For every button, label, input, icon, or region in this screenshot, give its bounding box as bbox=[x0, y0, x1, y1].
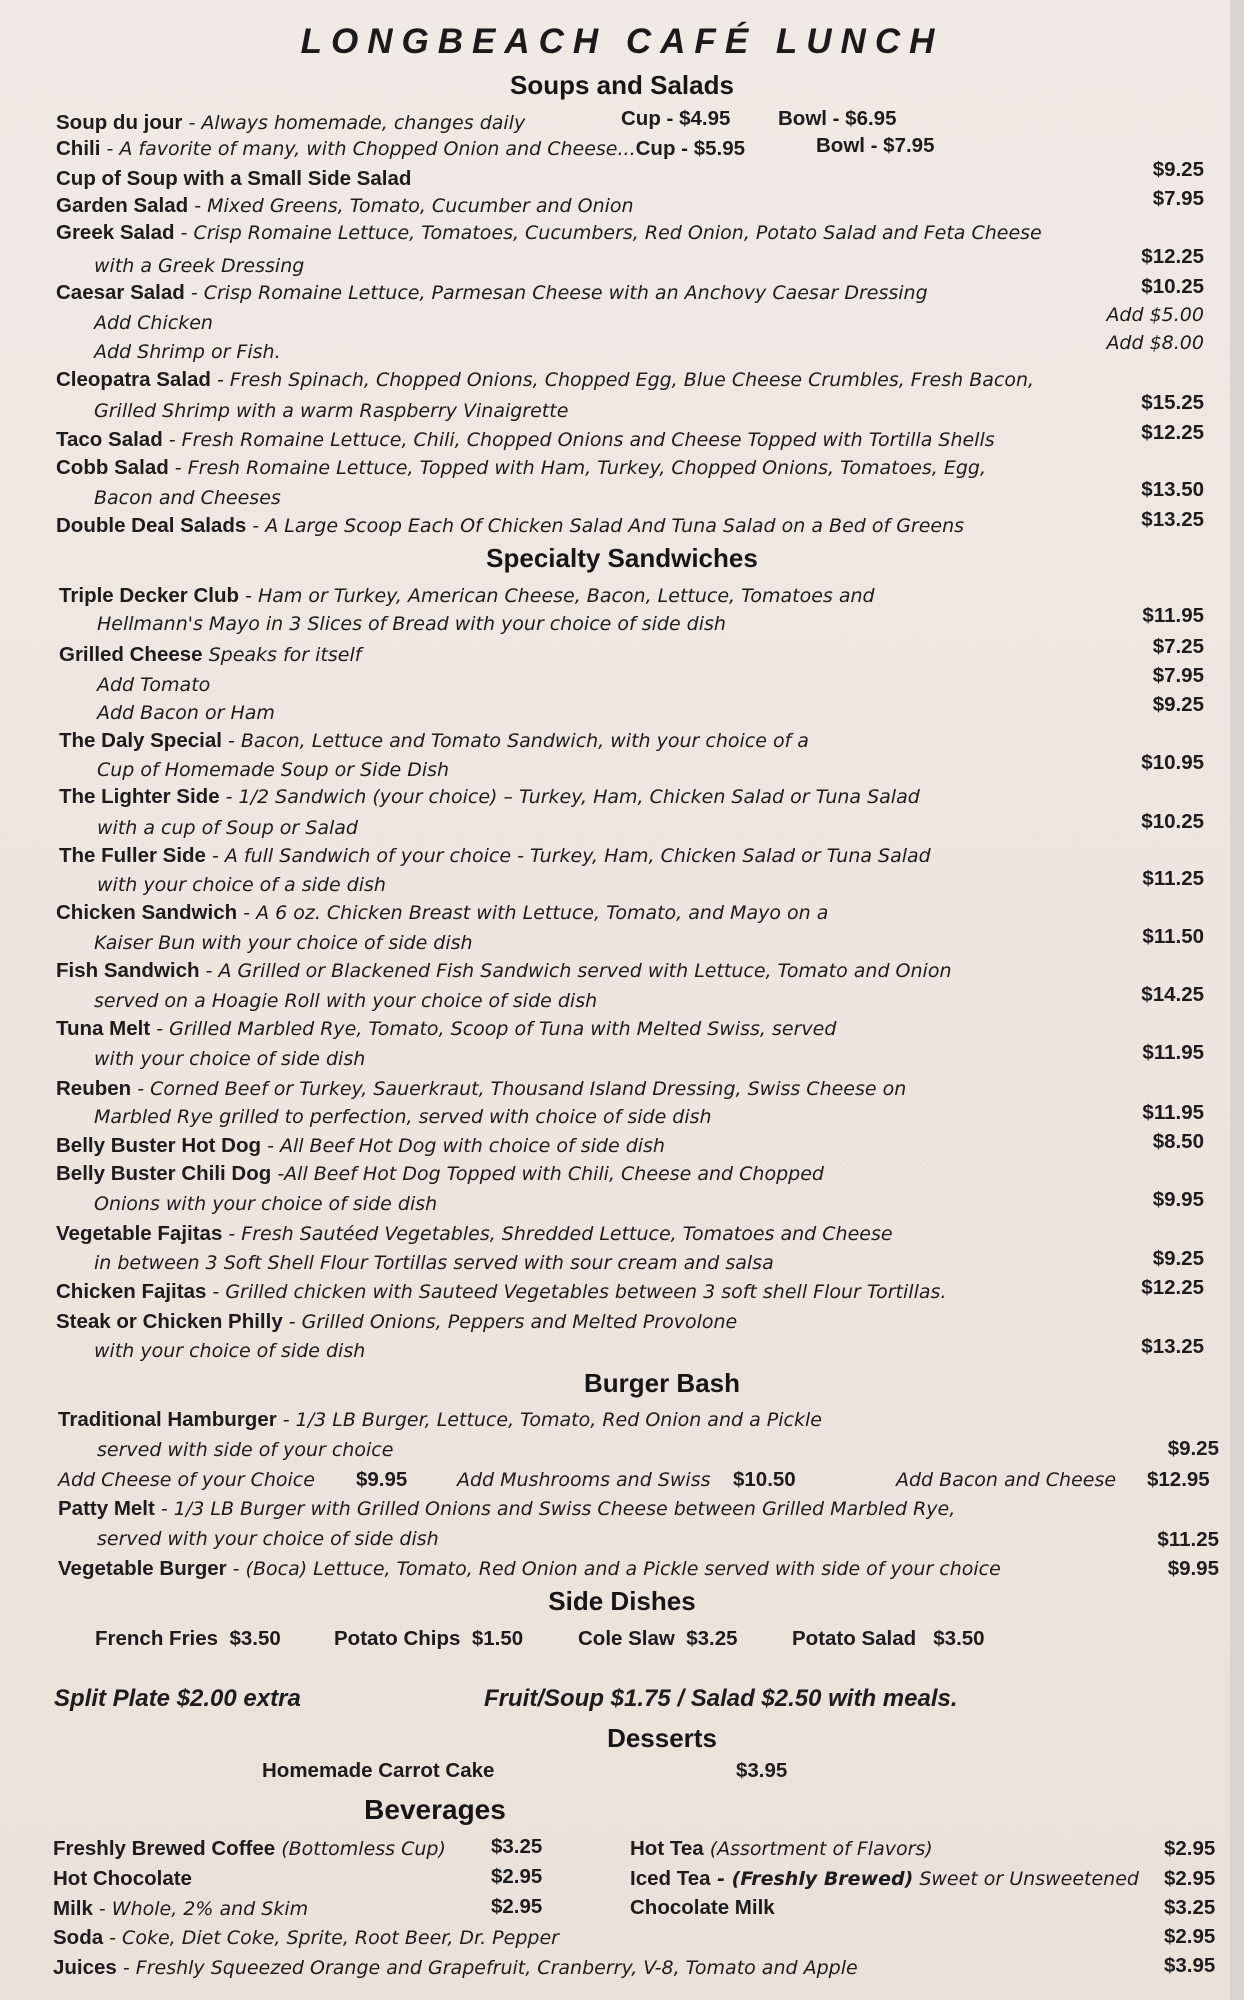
item-desc: with your choice of a side dish bbox=[97, 874, 386, 896]
item-desc: - Whole, 2% and Skim bbox=[92, 1898, 309, 1920]
addon-shrimp-fish bbox=[94, 339, 281, 365]
item-desc: - 1/3 LB Burger, Lettuce, Tomato, Red Onion and a Pickle bbox=[276, 1409, 822, 1431]
bev-chocolate-milk-price: $3.25 bbox=[1164, 1896, 1216, 1919]
menu-item-cleopatra-salad bbox=[56, 367, 1034, 393]
item-desc: - Fresh Sautéed Vegetables, Shredded Lettuce, Tomatoes and Cheese bbox=[222, 1223, 893, 1245]
item-name: Traditional Hamburger bbox=[58, 1408, 277, 1431]
item-desc: - A 6 oz. Chicken Breast with Lettuce, Tomato, and Mayo on a bbox=[237, 902, 829, 924]
menu-item-vegetable-burger bbox=[58, 1556, 1001, 1582]
menu-item-chicken-sandwich bbox=[56, 900, 828, 926]
item-desc-cont bbox=[97, 872, 386, 898]
item-desc: Add Chicken bbox=[94, 312, 213, 334]
item-desc: -All Beef Hot Dog Topped with Chili, Cheese and Chopped bbox=[271, 1163, 824, 1185]
menu-item-caesar-salad bbox=[56, 280, 928, 306]
item-price: $11.50 bbox=[1142, 925, 1204, 948]
item-desc: with your choice of side dish bbox=[94, 1048, 366, 1070]
bev-juices bbox=[53, 1955, 858, 1981]
chili-bowl-price: Bowl - $7.95 bbox=[816, 134, 935, 157]
item-name: Triple Decker Club bbox=[59, 584, 240, 607]
item-desc: - All Beef Hot Dog with choice of side dish bbox=[261, 1135, 665, 1157]
item-desc-cont bbox=[94, 1191, 437, 1217]
item-desc: Bacon and Cheeses bbox=[94, 487, 281, 509]
bev-hot-chocolate: Hot Chocolate bbox=[53, 1867, 192, 1890]
section-specialty-sandwiches: Specialty Sandwiches bbox=[486, 543, 758, 573]
bev-iced-tea-price: $2.95 bbox=[1164, 1867, 1216, 1890]
bev-milk-price: $2.95 bbox=[491, 1895, 543, 1918]
item-desc: - Fresh Romaine Lettuce, Chili, Chopped Onions and Cheese Topped with Tortilla Shells bbox=[162, 429, 995, 451]
item-name: Fish Sandwich bbox=[56, 959, 200, 982]
item-price: $9.25 bbox=[1152, 693, 1204, 716]
item-name: Juices bbox=[53, 1956, 117, 1979]
item-desc: Marbled Rye grilled to perfection, served with choice of side dish bbox=[94, 1106, 712, 1128]
item-desc-cont bbox=[94, 988, 597, 1014]
item-name: Milk bbox=[53, 1897, 93, 1920]
menu-item-soup-du-jour bbox=[56, 110, 525, 136]
item-desc: Onions with your choice of side dish bbox=[94, 1193, 438, 1215]
section-beverages: Beverages bbox=[364, 1794, 506, 1825]
item-desc: served with side of your choice bbox=[97, 1439, 394, 1461]
dessert-carrot-cake-price: $3.95 bbox=[736, 1759, 788, 1782]
page-edge bbox=[1230, 0, 1244, 2000]
addon-bacon-cheese: Add Bacon and Cheese bbox=[896, 1469, 1117, 1491]
item-desc-cont bbox=[97, 757, 449, 783]
bev-milk bbox=[53, 1896, 308, 1922]
item-name: Steak or Chicken Philly bbox=[56, 1310, 283, 1333]
menu-item-chicken-fajitas bbox=[56, 1279, 946, 1305]
menu-item-belly-buster-chili-dog bbox=[56, 1161, 824, 1187]
item-name: Chicken Sandwich bbox=[56, 901, 238, 924]
item-price: $8.50 bbox=[1152, 1130, 1204, 1153]
item-desc-cont bbox=[94, 930, 473, 956]
menu-item-steak-chicken-philly bbox=[56, 1309, 737, 1335]
item-desc: - Always homemade, changes daily bbox=[182, 112, 526, 134]
item-desc-cont bbox=[97, 815, 358, 841]
item-desc: Add Tomato bbox=[97, 674, 211, 696]
item-name: Chili bbox=[56, 137, 101, 160]
item-name: Tuna Melt bbox=[56, 1017, 151, 1040]
side-french-fries bbox=[95, 1626, 281, 1652]
item-desc: - Freshly Squeezed Orange and Grapefruit, Cranberry, V-8, Tomato and Apple bbox=[116, 1957, 858, 1979]
item-price: $7.25 bbox=[1152, 635, 1204, 658]
item-name: Belly Buster Chili Dog bbox=[56, 1162, 272, 1185]
side-potato-chips bbox=[334, 1626, 523, 1652]
item-desc-cont bbox=[97, 611, 726, 637]
item-desc: - A favorite of many, with Chopped Onion and Cheese... bbox=[100, 138, 636, 160]
menu-item-daly-special bbox=[59, 728, 809, 754]
meals-extras-note: Fruit/Soup $1.75 / Salad $2.50 with meals. bbox=[484, 1685, 958, 1712]
item-price: $13.50 bbox=[1141, 478, 1204, 501]
item-name: Cobb Salad bbox=[56, 456, 169, 479]
menu-item-lighter-side bbox=[59, 784, 920, 810]
soup-bowl-price: Bowl - $6.95 bbox=[778, 107, 897, 130]
item-name: Freshly Brewed Coffee bbox=[53, 1837, 276, 1860]
side-price: $1.50 bbox=[471, 1627, 524, 1650]
side-name: French Fries bbox=[95, 1627, 219, 1650]
split-plate-note: Split Plate $2.00 extra bbox=[54, 1685, 301, 1712]
menu-item-garden-salad bbox=[56, 193, 634, 219]
addon-tomato bbox=[97, 672, 210, 698]
menu-item-greek-salad bbox=[56, 220, 1042, 246]
item-desc: Cup of Homemade Soup or Side Dish bbox=[97, 759, 450, 781]
item-desc-cont bbox=[94, 1250, 774, 1276]
addon-cheese-price: $9.95 bbox=[356, 1468, 408, 1491]
section-soups-salads: Soups and Salads bbox=[510, 70, 734, 100]
item-desc: - A Grilled or Blackened Fish Sandwich served with Lettuce, Tomato and Onion bbox=[199, 960, 952, 982]
item-desc: served with your choice of side dish bbox=[97, 1528, 439, 1550]
item-desc: - Ham or Turkey, American Cheese, Bacon, Lettuce, Tomatoes and bbox=[239, 585, 875, 607]
item-desc: Kaiser Bun with your choice of side dish bbox=[94, 932, 473, 954]
item-name: Caesar Salad bbox=[56, 281, 185, 304]
addon-chicken bbox=[94, 310, 213, 336]
item-desc: - Fresh Romaine Lettuce, Topped with Ham, Turkey, Chopped Onions, Tomatoes, Egg, bbox=[168, 457, 987, 479]
item-price: $7.95 bbox=[1152, 664, 1204, 687]
side-name: Potato Chips bbox=[334, 1627, 461, 1650]
item-price: $12.25 bbox=[1141, 245, 1204, 268]
item-desc: Grilled Shrimp with a warm Raspberry Vinaigrette bbox=[94, 400, 569, 422]
item-desc-cont bbox=[94, 485, 281, 511]
item-price: $11.25 bbox=[1142, 867, 1204, 890]
side-cole-slaw bbox=[578, 1626, 738, 1652]
menu-item-fish-sandwich bbox=[56, 958, 952, 984]
item-desc: Add Bacon or Ham bbox=[97, 702, 275, 724]
bev-juices-price: $3.95 bbox=[1164, 1954, 1216, 1977]
item-desc: with a cup of Soup or Salad bbox=[97, 817, 358, 839]
item-name: Belly Buster Hot Dog bbox=[56, 1134, 262, 1157]
menu-item-cobb-salad bbox=[56, 455, 986, 481]
item-desc: - Mixed Greens, Tomato, Cucumber and Onion bbox=[188, 195, 634, 217]
item-name: Vegetable Burger bbox=[58, 1557, 227, 1580]
item-desc: with your choice of side dish bbox=[94, 1340, 366, 1362]
item-name: Iced Tea bbox=[630, 1867, 711, 1890]
addon-mushrooms-swiss: Add Mushrooms and Swiss bbox=[457, 1469, 711, 1491]
menu-item-chili bbox=[56, 136, 745, 162]
item-desc: Add Shrimp or Fish. bbox=[94, 341, 281, 363]
menu-item-vegetable-fajitas bbox=[56, 1221, 893, 1247]
menu-item-taco-salad bbox=[56, 427, 995, 453]
item-desc: Speaks for itself bbox=[202, 644, 362, 666]
item-name: Hot Tea bbox=[630, 1837, 704, 1860]
item-price: Add $8.00 bbox=[1106, 332, 1204, 354]
menu-item-double-deal-salads bbox=[56, 513, 964, 539]
side-name: Potato Salad bbox=[792, 1627, 917, 1650]
item-price: $11.95 bbox=[1142, 1101, 1204, 1124]
bev-hot-tea-price: $2.95 bbox=[1164, 1837, 1216, 1860]
item-name: Garden Salad bbox=[56, 194, 189, 217]
item-desc-cont bbox=[94, 398, 568, 424]
side-price: $3.25 bbox=[686, 1627, 738, 1650]
section-side-dishes: Side Dishes bbox=[548, 1586, 696, 1616]
item-desc: - Fresh Spinach, Chopped Onions, Chopped Egg, Blue Cheese Crumbles, Fresh Bacon, bbox=[210, 369, 1035, 391]
bev-hot-tea bbox=[630, 1836, 933, 1862]
section-desserts: Desserts bbox=[607, 1723, 717, 1753]
addon-mushrooms-swiss-price: $10.50 bbox=[733, 1468, 796, 1491]
item-price: $9.25 bbox=[1152, 158, 1204, 181]
bev-coffee bbox=[53, 1836, 446, 1862]
item-price: $12.25 bbox=[1141, 1276, 1204, 1299]
item-price: $10.25 bbox=[1141, 810, 1204, 833]
menu-item-patty-melt bbox=[58, 1496, 955, 1522]
item-name: Double Deal Salads bbox=[56, 514, 247, 537]
item-desc-cont bbox=[94, 253, 304, 279]
item-desc: - Grilled chicken with Sauteed Vegetables between 3 soft shell Flour Tortillas. bbox=[206, 1281, 947, 1303]
item-name: Patty Melt bbox=[58, 1497, 155, 1520]
item-desc: - Crisp Romaine Lettuce, Parmesan Cheese with an Anchovy Caesar Dressing bbox=[184, 282, 928, 304]
side-price: $3.50 bbox=[933, 1627, 985, 1650]
item-desc: - (Boca) Lettuce, Tomato, Red Onion and a Pickle served with side of your choice bbox=[226, 1558, 1001, 1580]
section-burger-bash: Burger Bash bbox=[583, 1368, 741, 1398]
item-name: Cleopatra Salad bbox=[56, 368, 211, 391]
bev-hot-chocolate-price: $2.95 bbox=[491, 1865, 543, 1888]
menu-title: LONGBEACH CAFÉ LUNCH bbox=[300, 22, 944, 61]
item-desc: - 1/3 LB Burger with Grilled Onions and Swiss Cheese between Grilled Marbled Rye, bbox=[154, 1498, 956, 1520]
bev-chocolate-milk: Chocolate Milk bbox=[630, 1896, 775, 1919]
item-desc: - A Large Scoop Each Of Chicken Salad And Tuna Salad on a Bed of Greens bbox=[246, 515, 965, 537]
bev-soda-price: $2.95 bbox=[1164, 1925, 1216, 1948]
menu-item-belly-buster-hot-dog bbox=[56, 1133, 665, 1159]
addon-cheese: Add Cheese of your Choice bbox=[58, 1469, 315, 1491]
bev-soda bbox=[53, 1925, 559, 1951]
menu-item-tuna-melt bbox=[56, 1016, 836, 1042]
item-desc: (Bottomless Cup) bbox=[275, 1838, 446, 1860]
item-desc-cont bbox=[94, 1104, 712, 1130]
soup-cup-price: Cup - $4.95 bbox=[621, 107, 731, 130]
item-price: $11.25 bbox=[1157, 1528, 1219, 1551]
menu-item-grilled-cheese bbox=[59, 642, 361, 668]
item-desc: with a Greek Dressing bbox=[94, 255, 305, 277]
chili-cup-price: Cup - $5.95 bbox=[635, 137, 745, 160]
addon-bacon-ham bbox=[97, 700, 275, 726]
menu-item-fuller-side bbox=[59, 843, 931, 869]
item-price: $10.95 bbox=[1141, 751, 1204, 774]
item-name: Vegetable Fajitas bbox=[56, 1222, 223, 1245]
item-price: $11.95 bbox=[1142, 1041, 1204, 1064]
item-desc: - Bacon, Lettuce and Tomato Sandwich, with your choice of a bbox=[221, 730, 809, 752]
menu-item-soup-salad-combo bbox=[56, 166, 411, 192]
item-desc: - Crisp Romaine Lettuce, Tomatoes, Cucumbers, Red Onion, Potato Salad and Feta Cheese bbox=[174, 222, 1042, 244]
dessert-carrot-cake: Homemade Carrot Cake bbox=[262, 1759, 495, 1782]
item-price: $9.25 bbox=[1152, 1247, 1204, 1270]
item-desc: in between 3 Soft Shell Flour Tortillas served with sour cream and salsa bbox=[94, 1252, 774, 1274]
item-desc: - Grilled Onions, Peppers and Melted Provolone bbox=[282, 1311, 738, 1333]
item-name: Greek Salad bbox=[56, 221, 175, 244]
item-name: The Fuller Side bbox=[59, 844, 206, 867]
item-desc-cont bbox=[94, 1046, 365, 1072]
item-price: $9.95 bbox=[1167, 1557, 1219, 1580]
item-price: $14.25 bbox=[1141, 983, 1204, 1006]
item-name: Taco Salad bbox=[56, 428, 163, 451]
item-name: Chicken Fajitas bbox=[56, 1280, 207, 1303]
item-name: Soup du jour bbox=[56, 111, 183, 134]
item-desc: - Coke, Diet Coke, Sprite, Root Beer, Dr. Pepper bbox=[103, 1927, 559, 1949]
side-potato-salad bbox=[792, 1626, 985, 1652]
item-price: $15.25 bbox=[1141, 391, 1204, 414]
item-desc: - Corned Beef or Turkey, Sauerkraut, Thousand Island Dressing, Swiss Cheese on bbox=[131, 1078, 907, 1100]
item-price: $7.95 bbox=[1152, 187, 1204, 210]
item-name: Reuben bbox=[56, 1077, 132, 1100]
item-desc: - Grilled Marbled Rye, Tomato, Scoop of Tuna with Melted Swiss, served bbox=[150, 1018, 837, 1040]
item-price: $10.25 bbox=[1141, 275, 1204, 298]
menu-item-traditional-hamburger bbox=[58, 1407, 822, 1433]
item-price: $12.25 bbox=[1141, 421, 1204, 444]
item-desc: Sweet or Unsweetened bbox=[913, 1868, 1139, 1890]
item-name: Cup of Soup with a Small Side Salad bbox=[56, 167, 412, 190]
item-price: Add $5.00 bbox=[1106, 304, 1204, 326]
item-price: $13.25 bbox=[1141, 1335, 1204, 1358]
menu-item-triple-decker-club bbox=[59, 583, 875, 609]
item-desc: Hellmann's Mayo in 3 Slices of Bread with your choice of side dish bbox=[97, 613, 726, 635]
item-name: Grilled Cheese bbox=[59, 643, 203, 666]
item-desc: served on a Hoagie Roll with your choice of side dish bbox=[94, 990, 598, 1012]
item-name: Soda bbox=[53, 1926, 104, 1949]
item-name: The Daly Special bbox=[59, 729, 222, 752]
menu-item-reuben bbox=[56, 1076, 906, 1102]
item-desc-cont bbox=[94, 1338, 365, 1364]
bev-iced-tea bbox=[630, 1866, 1139, 1892]
item-desc: - (Freshly Brewed) bbox=[710, 1868, 914, 1890]
item-price: $11.95 bbox=[1142, 604, 1204, 627]
item-desc: - A full Sandwich of your choice - Turkey, Ham, Chicken Salad or Tuna Salad bbox=[205, 845, 931, 867]
item-desc-cont bbox=[97, 1437, 393, 1463]
side-name: Cole Slaw bbox=[578, 1627, 675, 1650]
item-desc: (Assortment of Flavors) bbox=[703, 1838, 933, 1860]
bev-coffee-price: $3.25 bbox=[491, 1835, 543, 1858]
item-name: The Lighter Side bbox=[59, 785, 220, 808]
item-price: $13.25 bbox=[1141, 508, 1204, 531]
side-price: $3.50 bbox=[229, 1627, 281, 1650]
item-price: $9.25 bbox=[1167, 1437, 1219, 1460]
addon-bacon-cheese-price: $12.95 bbox=[1147, 1468, 1210, 1491]
item-price: $9.95 bbox=[1152, 1188, 1204, 1211]
item-desc: - 1/2 Sandwich (your choice) – Turkey, Ham, Chicken Salad or Tuna Salad bbox=[219, 786, 920, 808]
item-desc-cont bbox=[97, 1526, 439, 1552]
